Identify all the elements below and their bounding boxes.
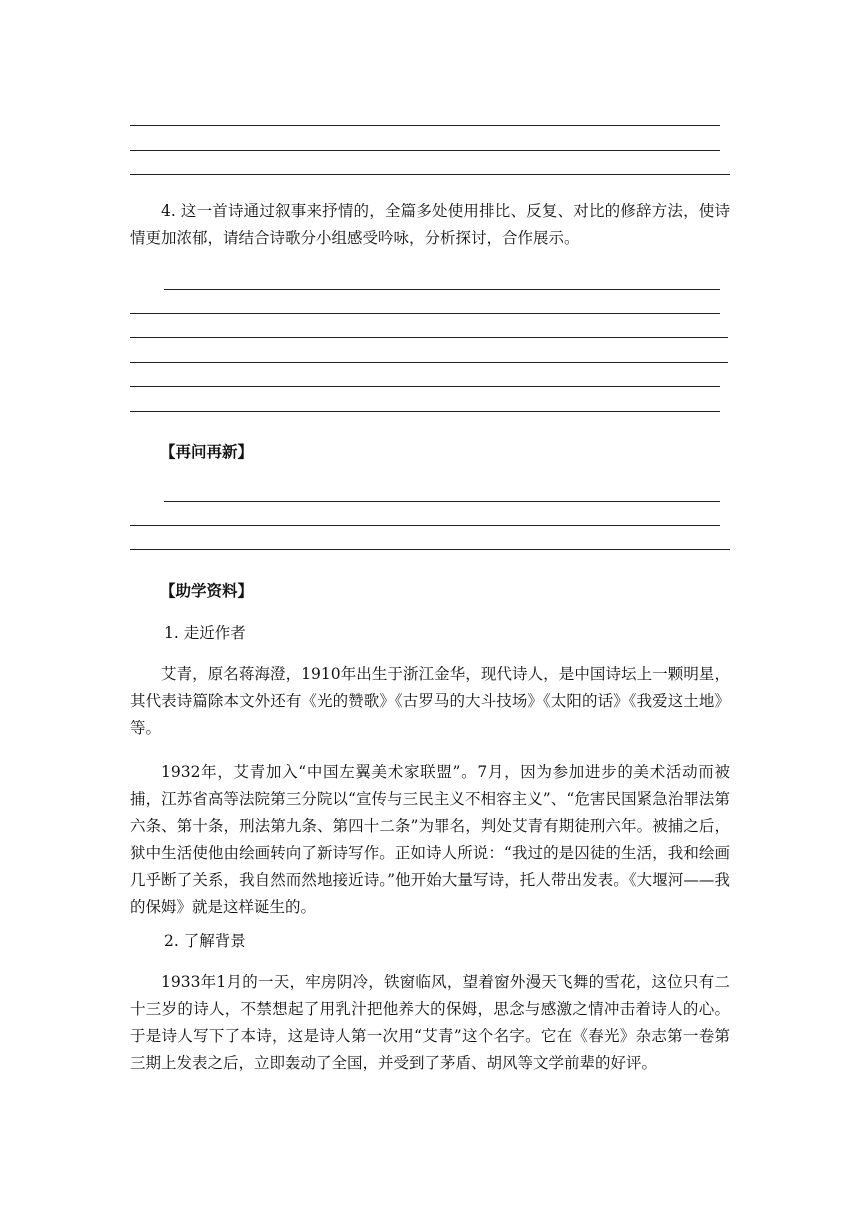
answer-line[interactable]	[164, 289, 720, 290]
material-item-2-title: 2. 了解背景	[164, 932, 246, 950]
answer-line[interactable]	[130, 174, 730, 175]
answer-line[interactable]	[130, 525, 720, 526]
answer-line[interactable]	[130, 150, 720, 151]
answer-line[interactable]	[130, 386, 720, 387]
answer-line[interactable]	[130, 337, 728, 338]
answer-line[interactable]	[130, 313, 720, 314]
section-heading-reask: 【再问再新】	[160, 443, 254, 461]
answer-line[interactable]	[130, 411, 720, 412]
author-paragraph: 艾青，原名蒋海澄，1910年出生于浙江金华，现代诗人，是中国诗坛上一颗明星，其代表诗篇除本文外还有《光的赞歌》《古罗马的大斗技场》《太阳的话》《我爱这土地》等。	[130, 665, 730, 737]
answer-line[interactable]	[130, 125, 720, 126]
answer-line[interactable]	[130, 549, 730, 550]
material-item-1-title: 1. 走近作者	[164, 624, 246, 642]
arrest-paragraph: 1932年，艾青加入“中国左翼美术家联盟”。7月，因为参加进步的美术活动而被捕，江苏省高等法院第三分院以“宣传与三民主义不相容主义”、“危害民国紧急治罪法第六条、第十条，刑法第九条、第四十二条”为罪名，判处艾青有期徒刑六年。被捕之后，狱中生活使他由绘画转向了新诗写作。正如诗人所说：“我过的是囚徒的生活，我和绘画几乎断了关系，我自然而然地接近诗。”他开始大量写诗，托人带出发表。《大堰河——我的保姆》就是这样诞生的。	[130, 763, 730, 916]
background-paragraph: 1933年1月的一天，牢房阴冷，铁窗临风，望着窗外漫天飞舞的雪花，这位只有二十三岁的诗人，不禁想起了用乳汁把他养大的保姆，思念与感激之情冲击着诗人的心。于是诗人写下了本诗，这是诗人第一次用“艾青”这个名字。它在《春光》杂志第一卷第三期上发表之后，立即轰动了全国，并受到了茅盾、胡风等文学前辈的好评。	[130, 973, 730, 1072]
section-heading-materials: 【助学资料】	[160, 582, 254, 600]
question-4: 4. 这一首诗通过叙事来抒情的，全篇多处使用排比、反复、对比的修辞方法，使诗情更加浓郁，请结合诗歌分小组感受吟咏，分析探讨，合作展示。	[130, 202, 730, 247]
answer-line[interactable]	[130, 362, 728, 363]
answer-line[interactable]	[164, 501, 720, 502]
